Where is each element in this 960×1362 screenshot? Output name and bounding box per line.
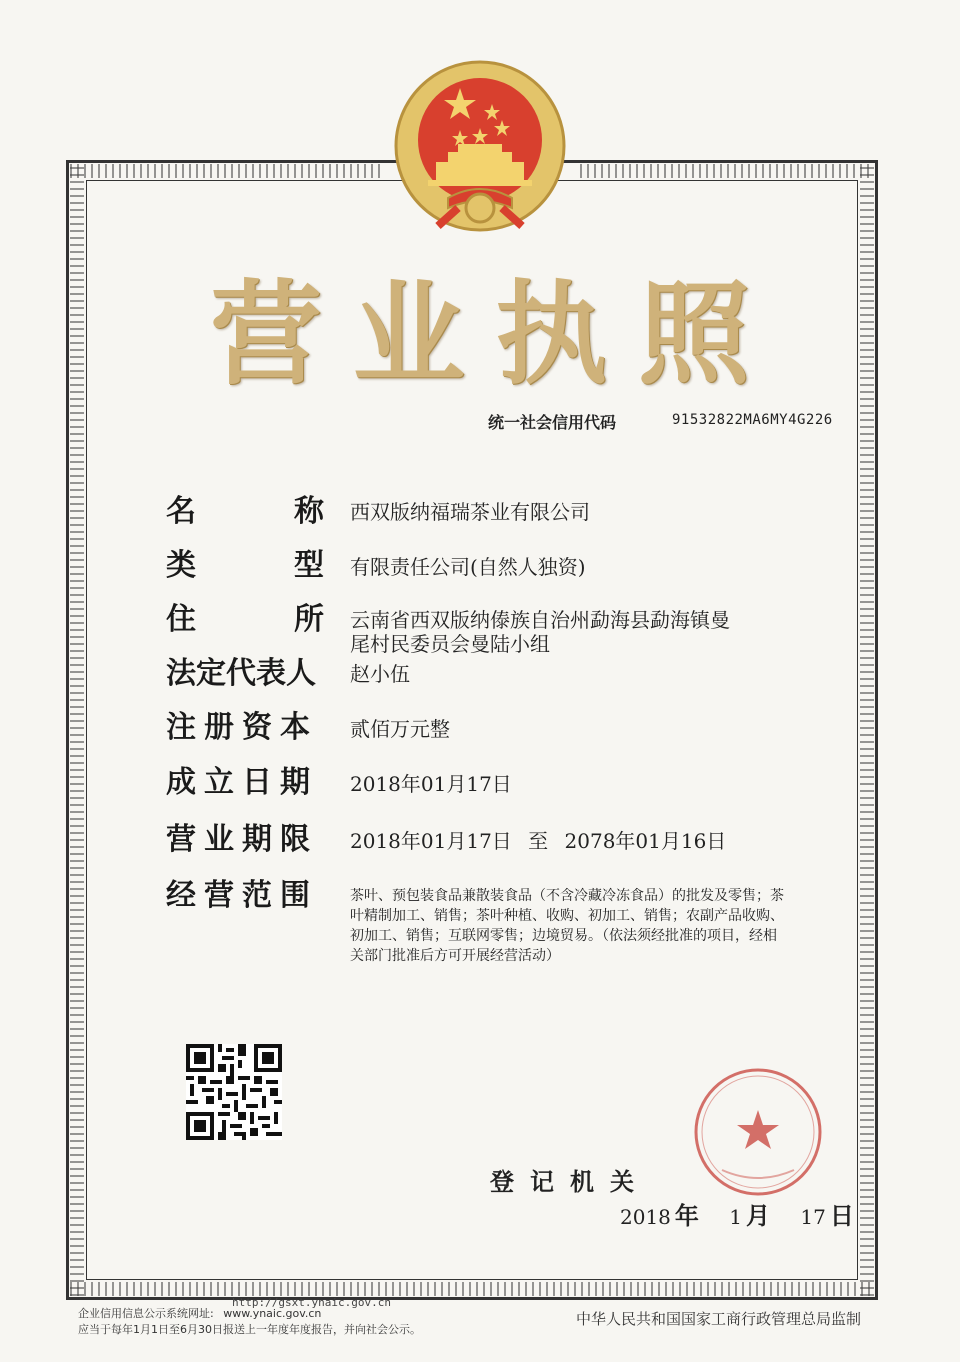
registration-authority-label: 登记机关	[490, 1168, 650, 1196]
footer-url-2[interactable]: www.ynaic.gov.cn	[223, 1307, 322, 1320]
address-value-line2: 尾村民委员会曼陆小组	[350, 632, 550, 656]
issue-day: 17	[800, 1205, 826, 1229]
title-char: 照	[637, 269, 750, 400]
type-label	[166, 546, 324, 586]
capital-label	[166, 708, 324, 748]
address-label	[166, 600, 324, 640]
certificate-title	[210, 270, 750, 400]
fret-border-top-left	[70, 164, 380, 178]
fret-border-bottom	[70, 1282, 874, 1296]
issue-year: 2018	[620, 1205, 671, 1229]
footer-url-1[interactable]: http://gsxt.ynaic.gov.cn	[232, 1296, 391, 1309]
legal-rep-label-text: 法定代表人	[166, 656, 316, 691]
footer-supervisor: 中华人民共和国国家工商行政管理总局监制	[576, 1310, 862, 1328]
name-label-b: 称	[294, 494, 324, 529]
issue-day-unit: 日	[829, 1201, 854, 1230]
capital-value: 贰佰万元整	[350, 717, 450, 741]
credit-code-value: 91532822MA6MY4G226	[672, 412, 833, 428]
type-value: 有限责任公司(自然人独资)	[350, 555, 586, 579]
official-seal-icon	[692, 1066, 824, 1198]
qr-code-icon	[186, 1044, 282, 1140]
address-label-a: 住	[166, 602, 196, 637]
scope-value: 茶叶、预包装食品兼散装食品（不含冷藏冷冻食品）的批发及零售；茶叶精制加工、销售；茶叶种植、收购、初加工、销售；农副产品收购、初加工、销售；互联网零售；边境贸易。（依法须经批准的项目，经相关部门批准后方可开展经营活动）	[350, 888, 784, 964]
issue-month: 1	[729, 1205, 742, 1229]
footer-notice: 应当于每年1月1日至6月30日报送上一年度年度报告，并向社会公示。	[78, 1323, 421, 1336]
address-label-b: 所	[294, 602, 324, 637]
fret-border-top-right	[580, 164, 874, 178]
footer-left	[78, 1306, 421, 1338]
type-label-a: 类	[166, 548, 196, 583]
term-from: 2018年01月17日	[350, 829, 512, 853]
term-value	[350, 828, 726, 854]
founded-label-text: 成立日期	[166, 765, 318, 800]
scope-label	[166, 876, 324, 916]
footer-system-label: 企业信用信息公示系统网址:	[78, 1307, 214, 1320]
term-label-text: 营业期限	[166, 822, 318, 857]
issue-date	[620, 1196, 854, 1231]
fret-border-left	[70, 164, 84, 1296]
name-label-a: 名	[166, 494, 196, 529]
title-char: 执	[495, 269, 608, 400]
address-value-line1: 云南省西双版纳傣族自治州勐海县勐海镇曼	[350, 608, 730, 632]
title-char: 业	[352, 269, 465, 400]
legal-rep-value: 赵小伍	[350, 662, 410, 686]
national-emblem-icon	[388, 58, 572, 244]
capital-label-text: 注册资本	[166, 710, 318, 745]
term-sep: 至	[528, 829, 549, 853]
founded-value: 2018年01月17日	[350, 772, 512, 796]
title-char: 营	[210, 269, 322, 400]
legal-rep-label	[166, 654, 324, 694]
issue-month-unit: 月	[746, 1201, 770, 1230]
issue-year-unit: 年	[674, 1201, 699, 1230]
type-label-b: 型	[294, 548, 324, 583]
founded-label	[166, 763, 324, 803]
term-to: 2078年01月16日	[564, 829, 727, 853]
name-label	[166, 492, 324, 532]
name-value: 西双版纳福瑞茶业有限公司	[350, 500, 590, 524]
fret-border-right	[860, 164, 874, 1296]
scope-label-text: 经营范围	[166, 878, 318, 913]
term-label	[166, 820, 324, 860]
credit-code-label: 统一社会信用代码	[488, 413, 617, 432]
